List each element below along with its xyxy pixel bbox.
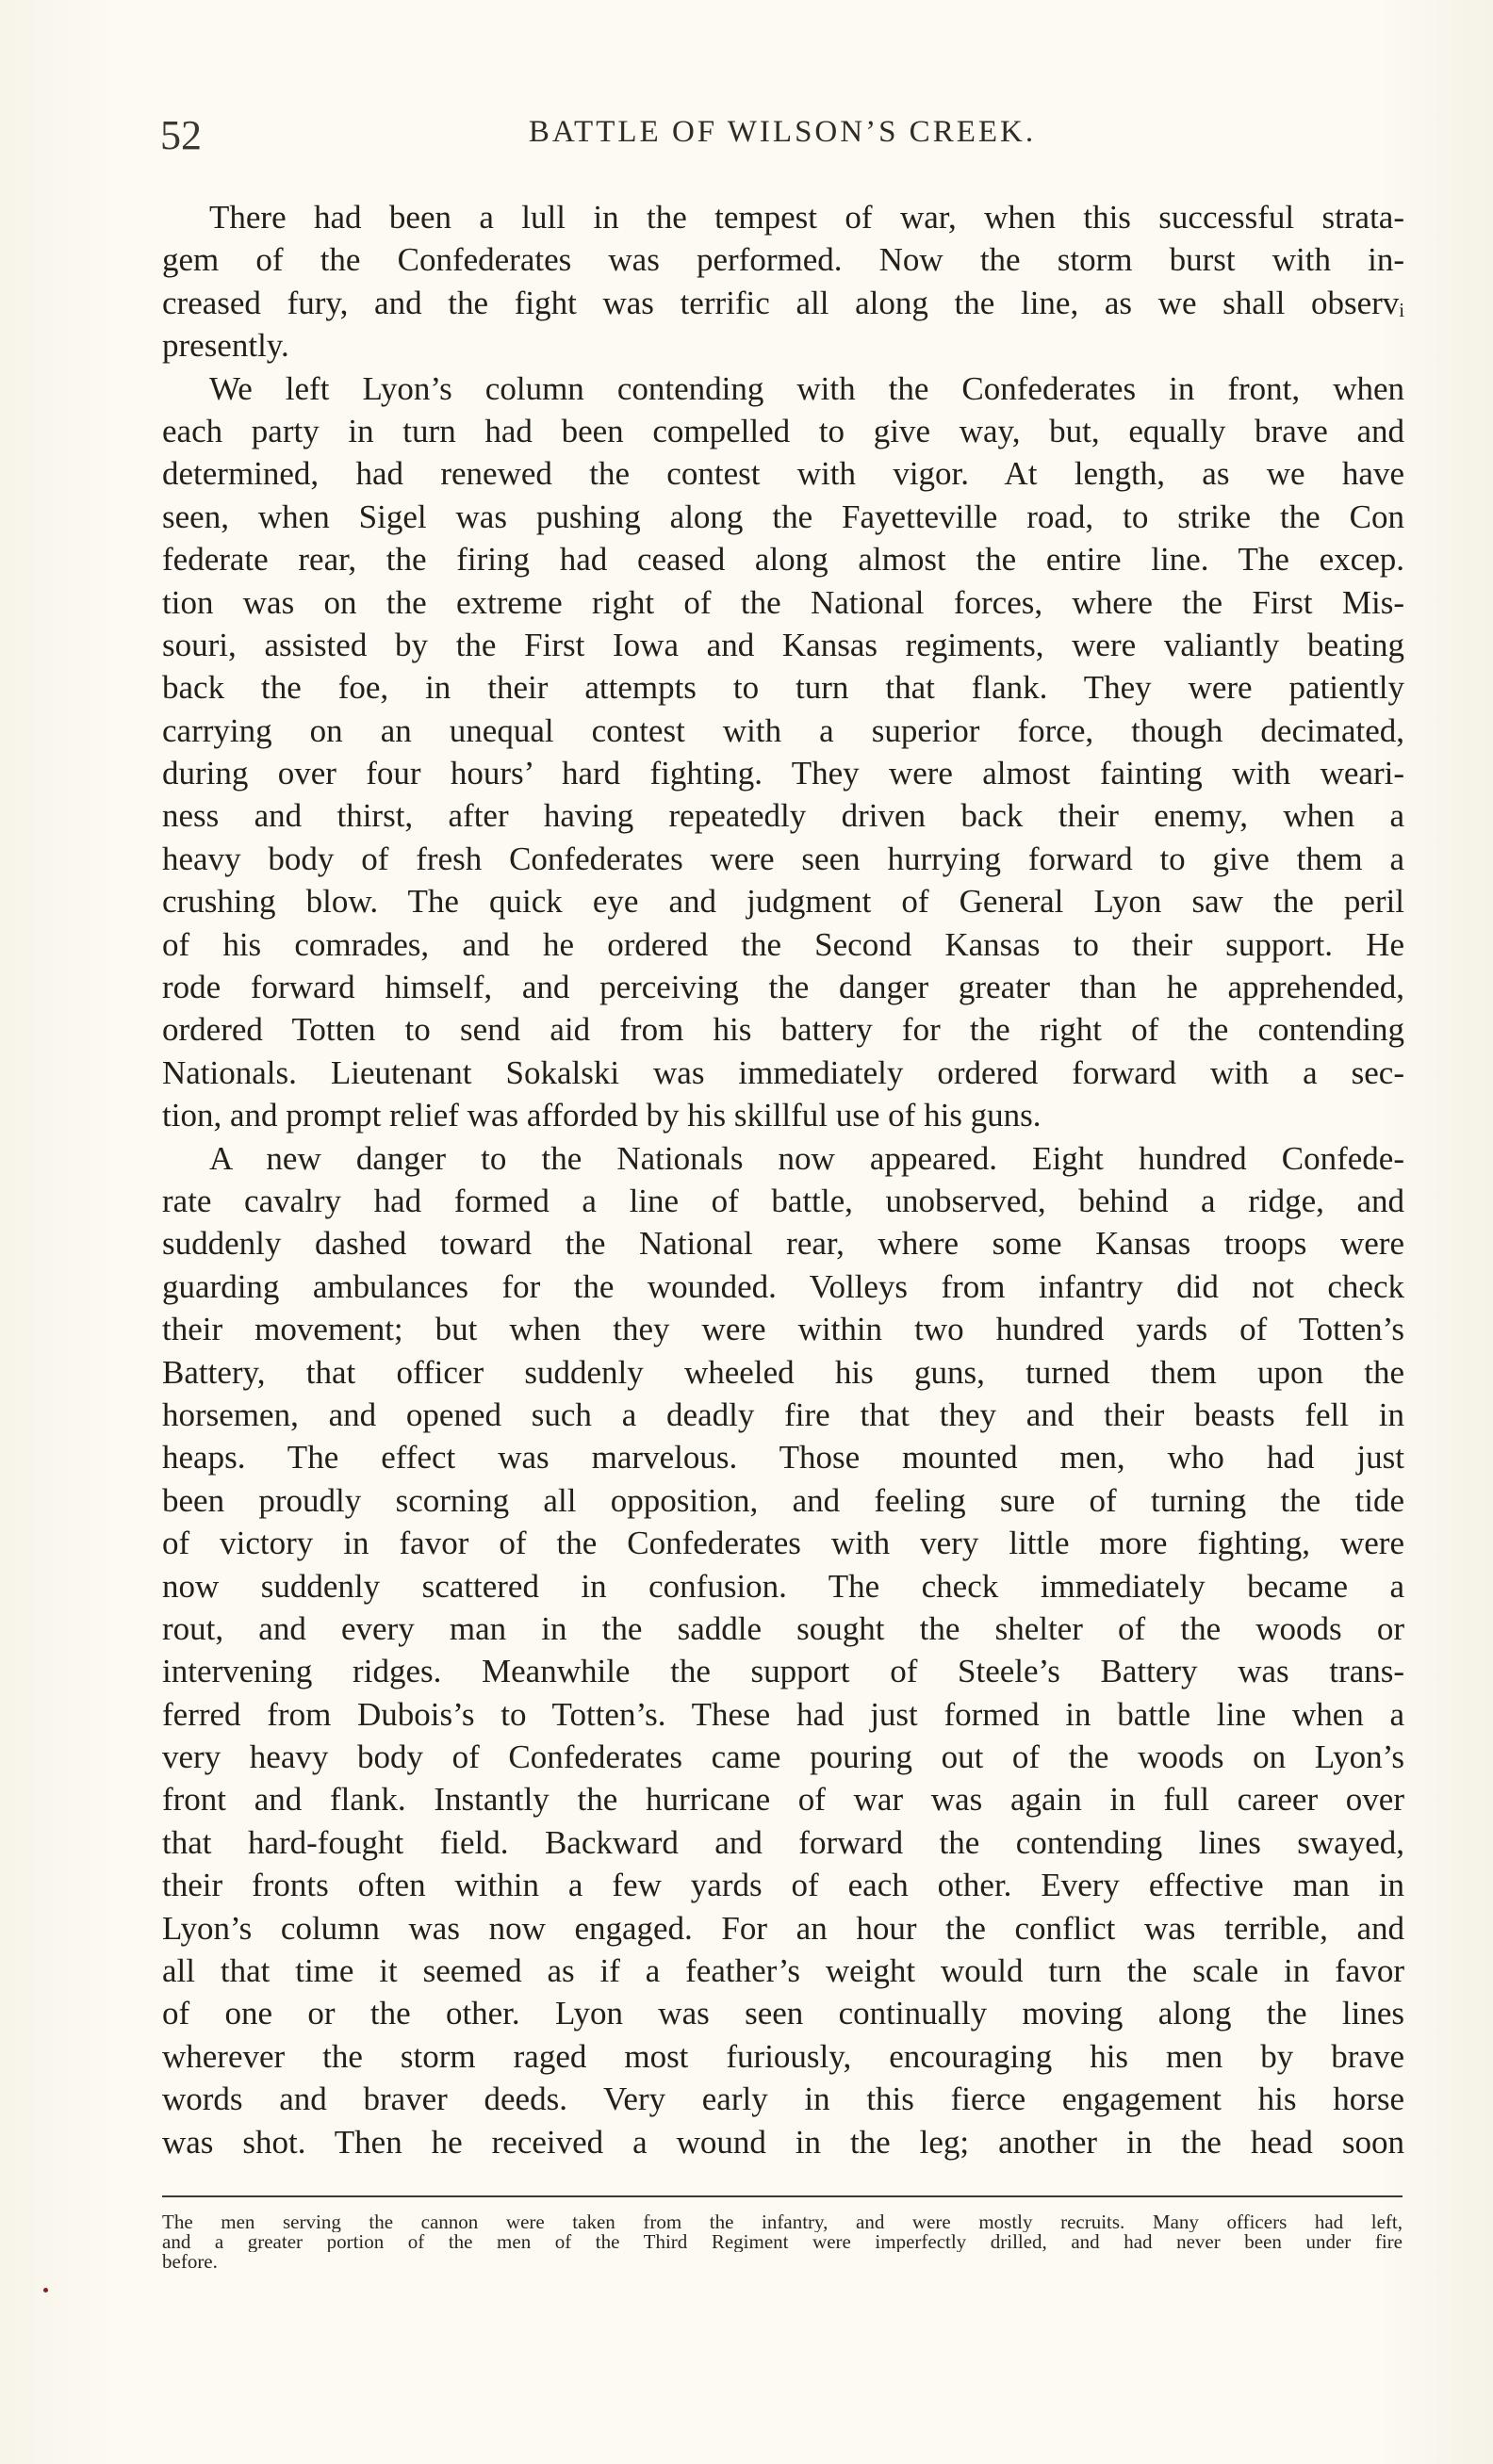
text-line: rout, and every man in the saddle sought the shelter of the woods or bbox=[162, 1609, 1404, 1647]
text-line: of one or the other. Lyon was seen continually moving along the lines bbox=[162, 1995, 1404, 2032]
text-line: carrying on an unequal contest with a superior force, though decimated, bbox=[162, 711, 1404, 749]
text-line: front and flank. Instantly the hurricane of war was again in full career over bbox=[162, 1781, 1404, 1819]
text-line: ness and thirst, after having repeatedly driven back their enemy, when a bbox=[162, 797, 1404, 835]
text-line: was shot. Then he received a wound in the leg; another in the head soon bbox=[162, 2123, 1404, 2161]
text-line: creased fury, and the fight was terrific all along the line, as we shall observᵢ bbox=[162, 284, 1404, 321]
text-line: of his comrades, and he ordered the Second Kansas to their support. He bbox=[162, 925, 1404, 963]
text-line: rode forward himself, and perceiving the danger greater than he apprehended, bbox=[162, 969, 1404, 1006]
text-line: intervening ridges. Meanwhile the support of Steele’s Battery was trans- bbox=[162, 1653, 1404, 1690]
text-line: very heavy body of Confederates came pouring out of the woods on Lyon’s bbox=[162, 1738, 1404, 1776]
text-line: horsemen, and opened such a deadly fire that they and their beasts fell in bbox=[162, 1395, 1404, 1433]
page-header bbox=[160, 111, 1404, 168]
text-line: their fronts often within a few yards of each other. Every effective man in bbox=[162, 1867, 1404, 1904]
text-line: rate cavalry had formed a line of battle, unobserved, behind a ridge, and bbox=[162, 1182, 1404, 1219]
text-line: suddenly dashed toward the National rear, where some Kansas troops were bbox=[162, 1225, 1404, 1263]
body-text bbox=[162, 196, 1404, 2163]
text-line: tion was on the extreme right of the National forces, where the First Mis- bbox=[162, 583, 1404, 621]
text-line: determined, had renewed the contest with vigor. At length, as we have bbox=[162, 455, 1404, 493]
footnote-line: and a greater portion of the men of the Third Regiment were imperfectly drilled, and had never been under fire bbox=[162, 2232, 1403, 2252]
text-line: back the foe, in their attempts to turn that flank. They were patiently bbox=[162, 669, 1404, 707]
text-line: guarding ambulances for the wounded. Volleys from infantry did not check bbox=[162, 1267, 1404, 1305]
text-line: that hard-fought field. Backward and forward the contending lines swayed, bbox=[162, 1823, 1404, 1861]
footnote-line: The men serving the cannon were taken from the infantry, and were mostly recruits. Many officers had left, bbox=[162, 2212, 1403, 2232]
text-line: now suddenly scattered in confusion. The check immediately became a bbox=[162, 1567, 1404, 1605]
text-line: each party in turn had been compelled to give way, but, equally brave and bbox=[162, 412, 1404, 449]
text-line: Battery, that officer suddenly wheeled his guns, turned them upon the bbox=[162, 1353, 1404, 1391]
running-head: BATTLE OF WILSON’S CREEK. bbox=[528, 115, 1037, 149]
text-line: during over four hours’ hard fighting. They were almost fainting with weari- bbox=[162, 755, 1404, 792]
text-line: been proudly scorning all opposition, and feeling sure of turning the tide bbox=[162, 1481, 1404, 1519]
text-line: presently. bbox=[162, 327, 289, 365]
text-line: We left Lyon’s column contending with the Confederates in front, when bbox=[209, 369, 1404, 407]
footnote-rule bbox=[162, 2195, 1403, 2197]
text-line: Lyon’s column was now engaged. For an hour the conflict was terrible, and bbox=[162, 1909, 1404, 1947]
text-line: their movement; but when they were within two hundred yards of Totten’s bbox=[162, 1311, 1404, 1348]
text-line: A new danger to the Nationals now appeared. Eight hundred Confede- bbox=[209, 1139, 1404, 1177]
text-line: gem of the Confederates was performed. Now the storm burst with in- bbox=[162, 241, 1404, 279]
text-line: wherever the storm raged most furiously, encouraging his men by brave bbox=[162, 2037, 1404, 2075]
text-line: tion, and prompt relief was afforded by his skillful use of his guns. bbox=[162, 1097, 1042, 1134]
text-line: ordered Totten to send aid from his battery for the right of the contending bbox=[162, 1011, 1404, 1049]
text-line: crushing blow. The quick eye and judgment of General Lyon saw the peril bbox=[162, 883, 1404, 921]
footnote-line: before. bbox=[162, 2252, 218, 2272]
footnote bbox=[162, 2212, 1403, 2272]
text-line: federate rear, the firing had ceased along almost the entire line. The excep. bbox=[162, 541, 1404, 579]
text-line: seen, when Sigel was pushing along the Fayetteville road, to strike the Con bbox=[162, 498, 1404, 535]
text-line: of victory in favor of the Confederates with very little more fighting, were bbox=[162, 1525, 1404, 1562]
text-line: all that time it seemed as if a feather’s weight would turn the scale in favor bbox=[162, 1952, 1404, 1990]
text-line: heavy body of fresh Confederates were seen hurrying forward to give them a bbox=[162, 840, 1404, 877]
text-line: There had been a lull in the tempest of war, when this successful strata- bbox=[209, 199, 1404, 236]
text-line: ferred from Dubois’s to Totten’s. These had just formed in battle line when a bbox=[162, 1695, 1404, 1733]
ink-speck bbox=[43, 2288, 48, 2293]
text-line: souri, assisted by the First Iowa and Kansas regiments, were valiantly beating bbox=[162, 626, 1404, 663]
text-line: heaps. The effect was marvelous. Those mounted men, who had just bbox=[162, 1439, 1404, 1477]
text-line: Nationals. Lieutenant Sokalski was immediately ordered forward with a sec- bbox=[162, 1053, 1404, 1091]
text-line: words and braver deeds. Very early in this fierce engagement his horse bbox=[162, 2081, 1404, 2118]
page-number: 52 bbox=[160, 112, 202, 158]
